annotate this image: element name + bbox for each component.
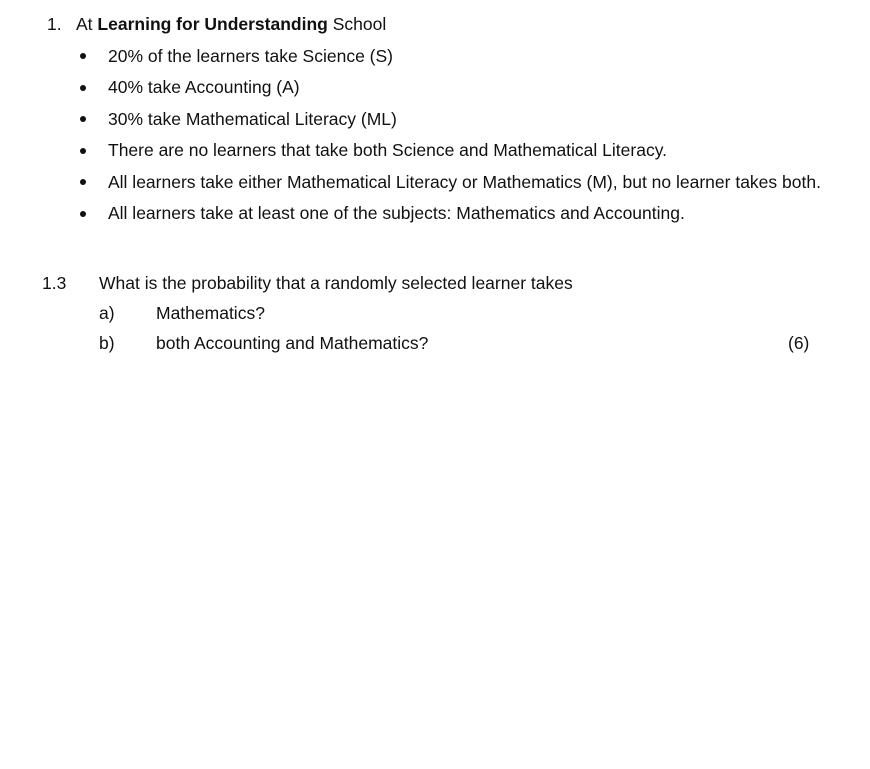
part-label: b): [99, 333, 115, 353]
school-name: Learning for Understanding: [97, 14, 328, 34]
bullet-icon: [80, 211, 86, 217]
bullet-item: There are no learners that take both Science and Mathematical Literacy.: [108, 140, 668, 160]
question-text: What is the probability that a randomly selected learner takes: [99, 273, 573, 293]
bullet-item: 40% take Accounting (A): [108, 77, 300, 97]
intro-number: 1.: [47, 14, 62, 34]
part-text: both Accounting and Mathematics?: [156, 333, 429, 353]
bullet-icon: [80, 53, 86, 59]
bullet-item: 20% of the learners take Science (S): [108, 46, 394, 66]
intro-suffix: School: [332, 14, 387, 34]
bullet-icon: [80, 148, 86, 154]
bullet-item: 30% take Mathematical Literacy (ML): [108, 109, 397, 129]
part-text: Mathematics?: [156, 303, 265, 323]
intro-heading: [76, 14, 386, 34]
marks-allocation: (6): [788, 333, 810, 353]
bullet-item: All learners take at least one of the subjects: Mathematics and Accounting.: [108, 203, 685, 223]
bullet-icon: [80, 179, 86, 185]
intro-prefix: At: [76, 14, 93, 34]
bullet-icon: [80, 85, 86, 91]
question-number: 1.3: [42, 273, 67, 293]
part-label: a): [99, 303, 115, 323]
bullet-icon: [80, 116, 86, 122]
bullet-item: All learners take either Mathematical Literacy or Mathematics (M), but no learner takes both.: [108, 172, 821, 192]
